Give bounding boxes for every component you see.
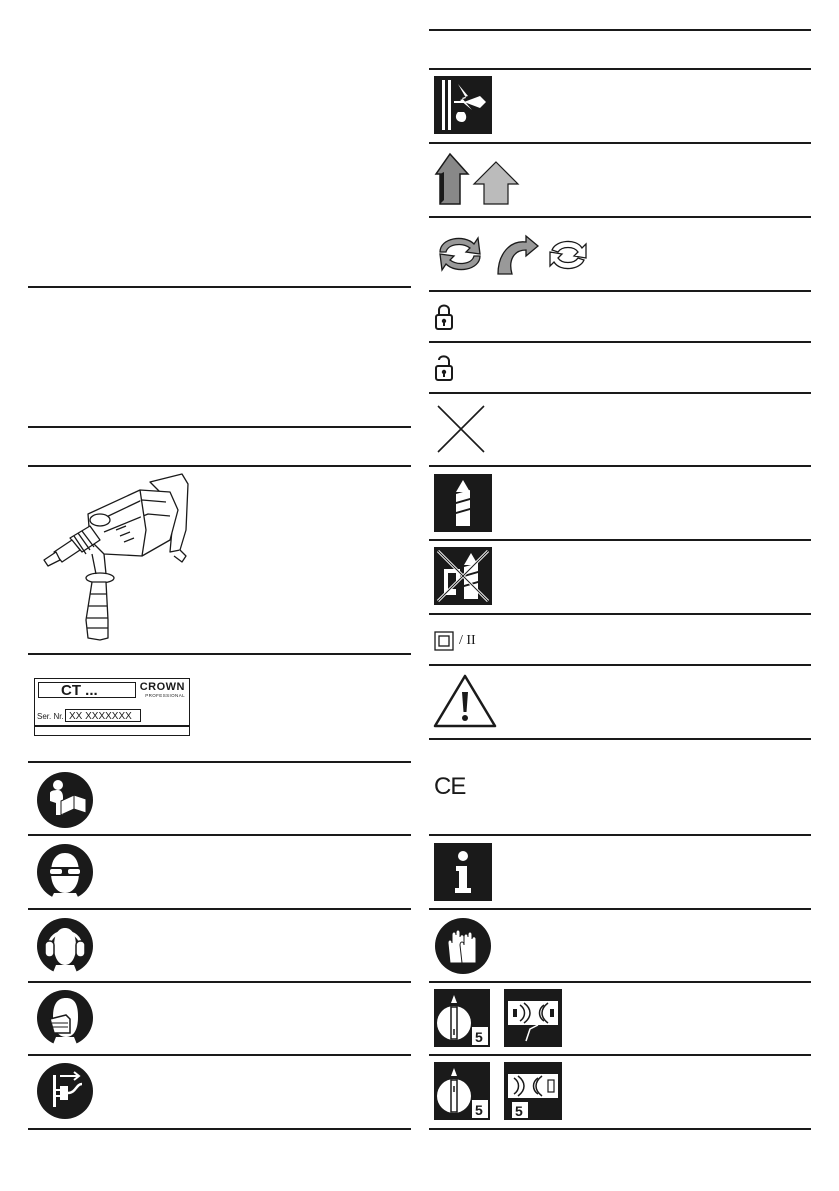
divider <box>28 908 411 910</box>
gear-speed-label: 5 <box>475 1102 483 1118</box>
gear-selector-icon <box>434 1062 564 1120</box>
divider <box>429 539 811 541</box>
lock-closed-icon <box>434 303 454 331</box>
warning-triangle-icon <box>432 672 498 730</box>
divider <box>429 613 811 615</box>
info-icon <box>434 843 492 901</box>
divider <box>429 834 811 836</box>
ce-mark-label: CE <box>434 773 466 800</box>
divider <box>429 142 811 144</box>
gear-speed-label: 5 <box>515 1103 523 1119</box>
divider <box>28 1054 411 1056</box>
ce-mark-icon <box>434 770 494 804</box>
divider <box>28 653 411 655</box>
divider <box>28 286 411 288</box>
cross-mark-icon <box>434 402 488 456</box>
divider <box>429 738 811 740</box>
unplug-icon <box>36 1062 94 1120</box>
divider <box>429 68 811 70</box>
no-drill-bit-icon <box>434 547 492 605</box>
ear-protection-icon <box>36 917 94 975</box>
class-ii-icon <box>434 630 554 652</box>
divider <box>28 761 411 763</box>
divider <box>429 981 811 983</box>
divider <box>28 1128 411 1130</box>
divider <box>28 465 411 467</box>
divider <box>429 908 811 910</box>
serial-number-field: XX XXXXXXX <box>65 709 141 722</box>
divider <box>429 1054 811 1056</box>
eye-protection-icon <box>36 843 94 901</box>
rating-plate <box>34 678 190 736</box>
divider <box>429 664 811 666</box>
divider <box>429 216 811 218</box>
rotation-direction-icon <box>434 230 594 278</box>
divider <box>429 341 811 343</box>
divider <box>429 392 811 394</box>
divider <box>429 290 811 292</box>
lock-open-icon <box>434 354 454 382</box>
gear-selector-icon <box>434 989 564 1047</box>
brand-logo: CROWN <box>139 681 185 693</box>
brand-subtitle: PROFESSIONAL <box>145 693 185 698</box>
gear-speed-label: 5 <box>475 1029 483 1045</box>
divider <box>429 29 811 31</box>
power-drill-illustration <box>30 470 200 645</box>
drill-bit-icon <box>434 474 492 532</box>
gloves-icon <box>434 917 492 975</box>
divider <box>429 1128 811 1130</box>
divider <box>28 426 411 428</box>
divider <box>28 834 411 836</box>
read-manual-icon <box>36 771 94 829</box>
model-number-field: CT ... <box>38 682 136 698</box>
divider <box>429 465 811 467</box>
divider <box>28 981 411 983</box>
insulation-class-label: / II <box>459 633 476 648</box>
dust-mask-icon <box>36 989 94 1047</box>
direction-arrow-icon <box>434 150 522 208</box>
divider <box>35 725 189 727</box>
hidden-wiring-warning-icon <box>434 76 492 134</box>
serial-label: Ser. Nr. <box>37 712 64 721</box>
